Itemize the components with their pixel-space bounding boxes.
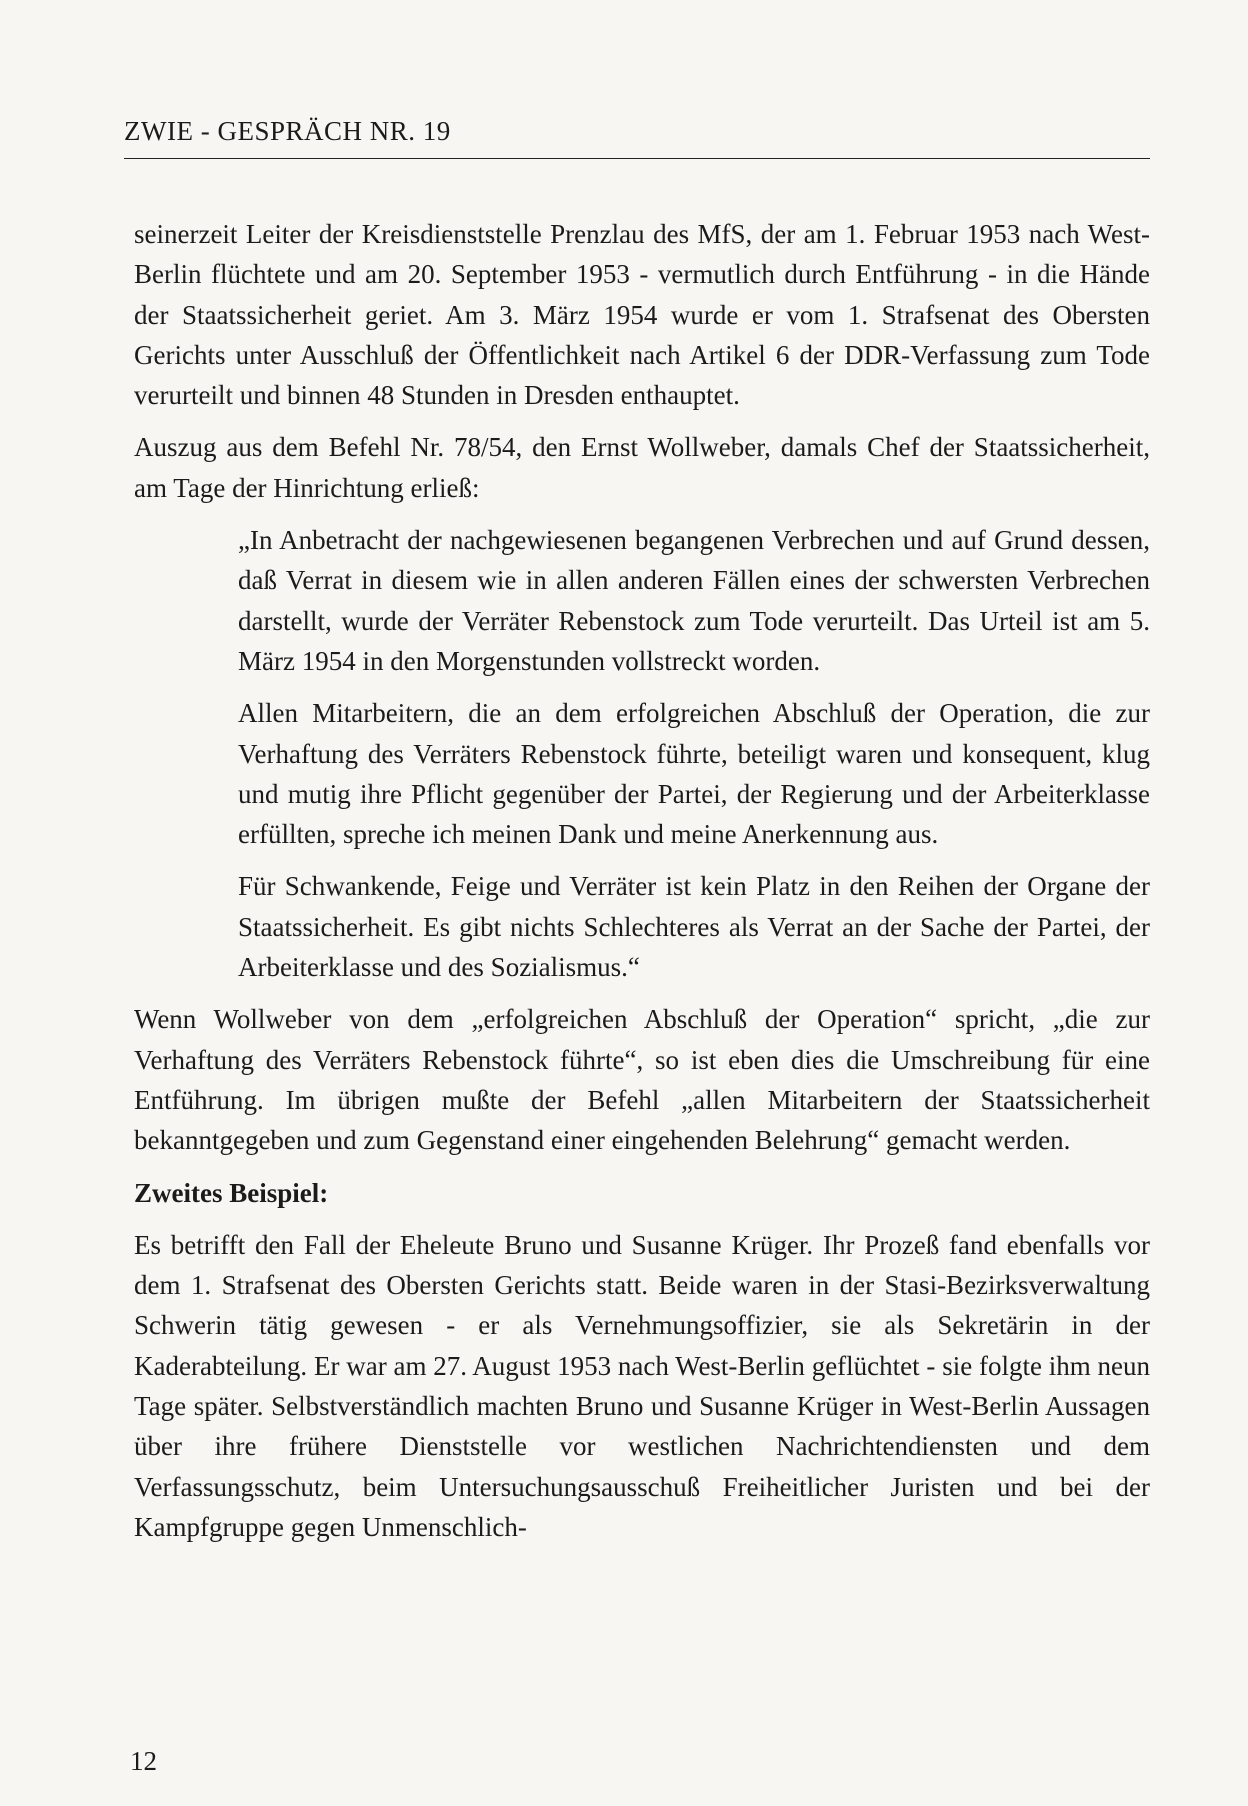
page-number: 12: [130, 1746, 157, 1776]
running-header: ZWIE - GESPRÄCH NR. 19: [124, 116, 451, 146]
body-text: [134, 214, 1150, 1559]
paragraph-intro: seinerzeit Leiter der Kreisdienststelle Prenzlau des MfS, der am 1. Februar 1953 nach West-Berlin flüchtete und am 20. September 1953 - vermutlich durch Entführung - in die Hände der Staatssicherheit geriet. Am 3. März 1954 wurde er vom 1. Strafsenat des Obersten Gerichts unter Ausschluß der Öffentlichkeit nach Artikel 6 der DDR-Verfassung zum Tode verurteilt und binnen 48 Stunden in Dresden enthauptet.: [134, 219, 1150, 411]
paragraph-example: Es betrifft den Fall der Eheleute Bruno und Susanne Krüger. Ihr Prozeß fand ebenfalls vor dem 1. Strafsenat des Obersten Gerichts statt. Beide waren in der Stasi-Bezirksverwaltung Schwerin tätig gewesen - er als Vernehmungsoffizier, sie als Sekretärin in der Kaderabteilung. Er war am 27. August 1953 nach West-Berlin geflüchtet - sie folgte ihm neun Tage später. Selbstverständlich machten Bruno und Susanne Krüger in West-Berlin Aussagen über ihre frühere Dienststelle vor westlichen Nachrichtendiensten und dem Verfassungsschutz, beim Untersuchungsausschuß Freiheitlicher Juristen und bei der Kampfgruppe gegen Unmenschlich-: [134, 1229, 1150, 1542]
quote-paragraph: „In Anbetracht der nachgewiesenen begangenen Verbrechen und auf Grund dessen, daß Verrat in diesem wie in allen anderen Fällen eines der schwersten Verbrechen darstellt, wurde der Verräter Rebenstock zum Tode verurteilt. Das Urteil ist am 5. März 1954 in den Morgenstunden vollstreckt worden.: [238, 525, 1150, 676]
quote-paragraph: Allen Mitarbeitern, die an dem erfolgreichen Abschluß der Operation, die zur Verhaftung des Verräters Rebenstock führte, beteiligt waren und konsequent, klug und mutig ihre Pflicht gegenüber der Partei, der Regierung und der Arbeiterklasse erfüllten, spreche ich meinen Dank und meine Anerkennung aus.: [238, 698, 1150, 850]
paragraph-befehl-intro: Auszug aus dem Befehl Nr. 78/54, den Ernst Wollweber, damals Chef der Staatssicherheit, am Tage der Hinrichtung erließ:: [134, 432, 1150, 503]
header-rule: [124, 158, 1150, 159]
block-quote: [238, 520, 1150, 987]
quote-paragraph: Für Schwankende, Feige und Verräter ist kein Platz in den Reihen der Organe der Staatssicherheit. Es gibt nichts Schlechteres als Verrat an der Sache der Partei, der Arbeiterklasse und des Sozialismus.“: [238, 871, 1150, 983]
section-heading: Zweites Beispiel:: [134, 1177, 329, 1208]
paragraph-commentary: Wenn Wollweber von dem „erfolgreichen Abschluß der Operation“ spricht, „die zur Verhaftung des Verräters Rebenstock führte“, so ist eben dies die Umschreibung für eine Entführung. Im übrigen mußte der Befehl „allen Mitarbeitern der Staatssicherheit bekanntgegeben und zum Gegenstand einer eingehenden Belehrung“ gemacht werden.: [134, 1004, 1150, 1156]
